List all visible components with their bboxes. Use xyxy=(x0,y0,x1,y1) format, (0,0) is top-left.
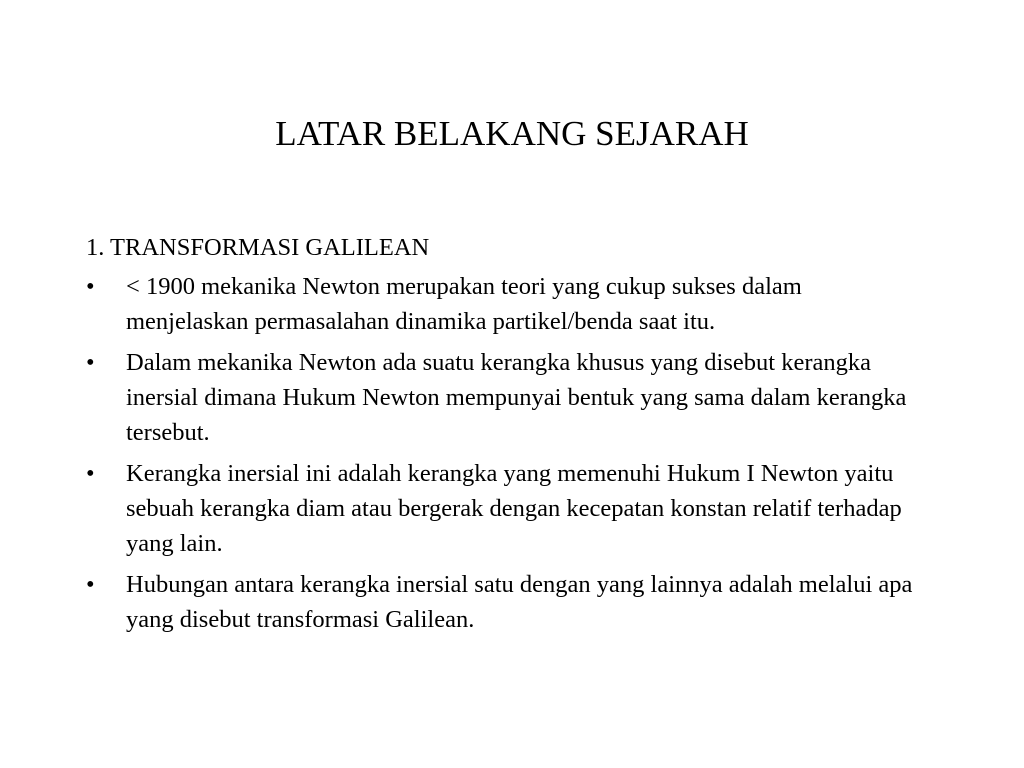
slide-title: LATAR BELAKANG SEJARAH xyxy=(275,114,749,153)
bullet-text: Kerangka inersial ini adalah kerangka yang memenuhi Hukum I Newton yaitu sebuah kerangka diam atau bergerak dengan kecepatan konstan relatif terhadap yang lain. xyxy=(126,460,902,557)
bullet-item xyxy=(86,567,926,637)
bullet-icon: • xyxy=(86,273,95,300)
section-heading: 1. TRANSFORMASI GALILEAN xyxy=(86,234,430,261)
bullet-item xyxy=(86,269,926,339)
bullet-item xyxy=(86,345,926,450)
bullet-item xyxy=(86,456,926,561)
bullet-text: Dalam mekanika Newton ada suatu kerangka khusus yang disebut kerangka inersial dimana Hukum Newton mempunyai bentuk yang sama dalam kerangka tersebut. xyxy=(126,349,907,446)
bullet-icon: • xyxy=(86,460,95,487)
bullet-text: < 1900 mekanika Newton merupakan teori yang cukup sukses dalam menjelaskan permasalahan dinamika partikel/benda saat itu. xyxy=(126,273,802,335)
bullet-icon: • xyxy=(86,571,95,598)
slide-body xyxy=(86,230,926,643)
bullet-text: Hubungan antara kerangka inersial satu dengan yang lainnya adalah melalui apa yang disebut transformasi Galilean. xyxy=(126,571,913,633)
bullet-icon: • xyxy=(86,349,95,376)
bullet-list xyxy=(86,269,926,637)
